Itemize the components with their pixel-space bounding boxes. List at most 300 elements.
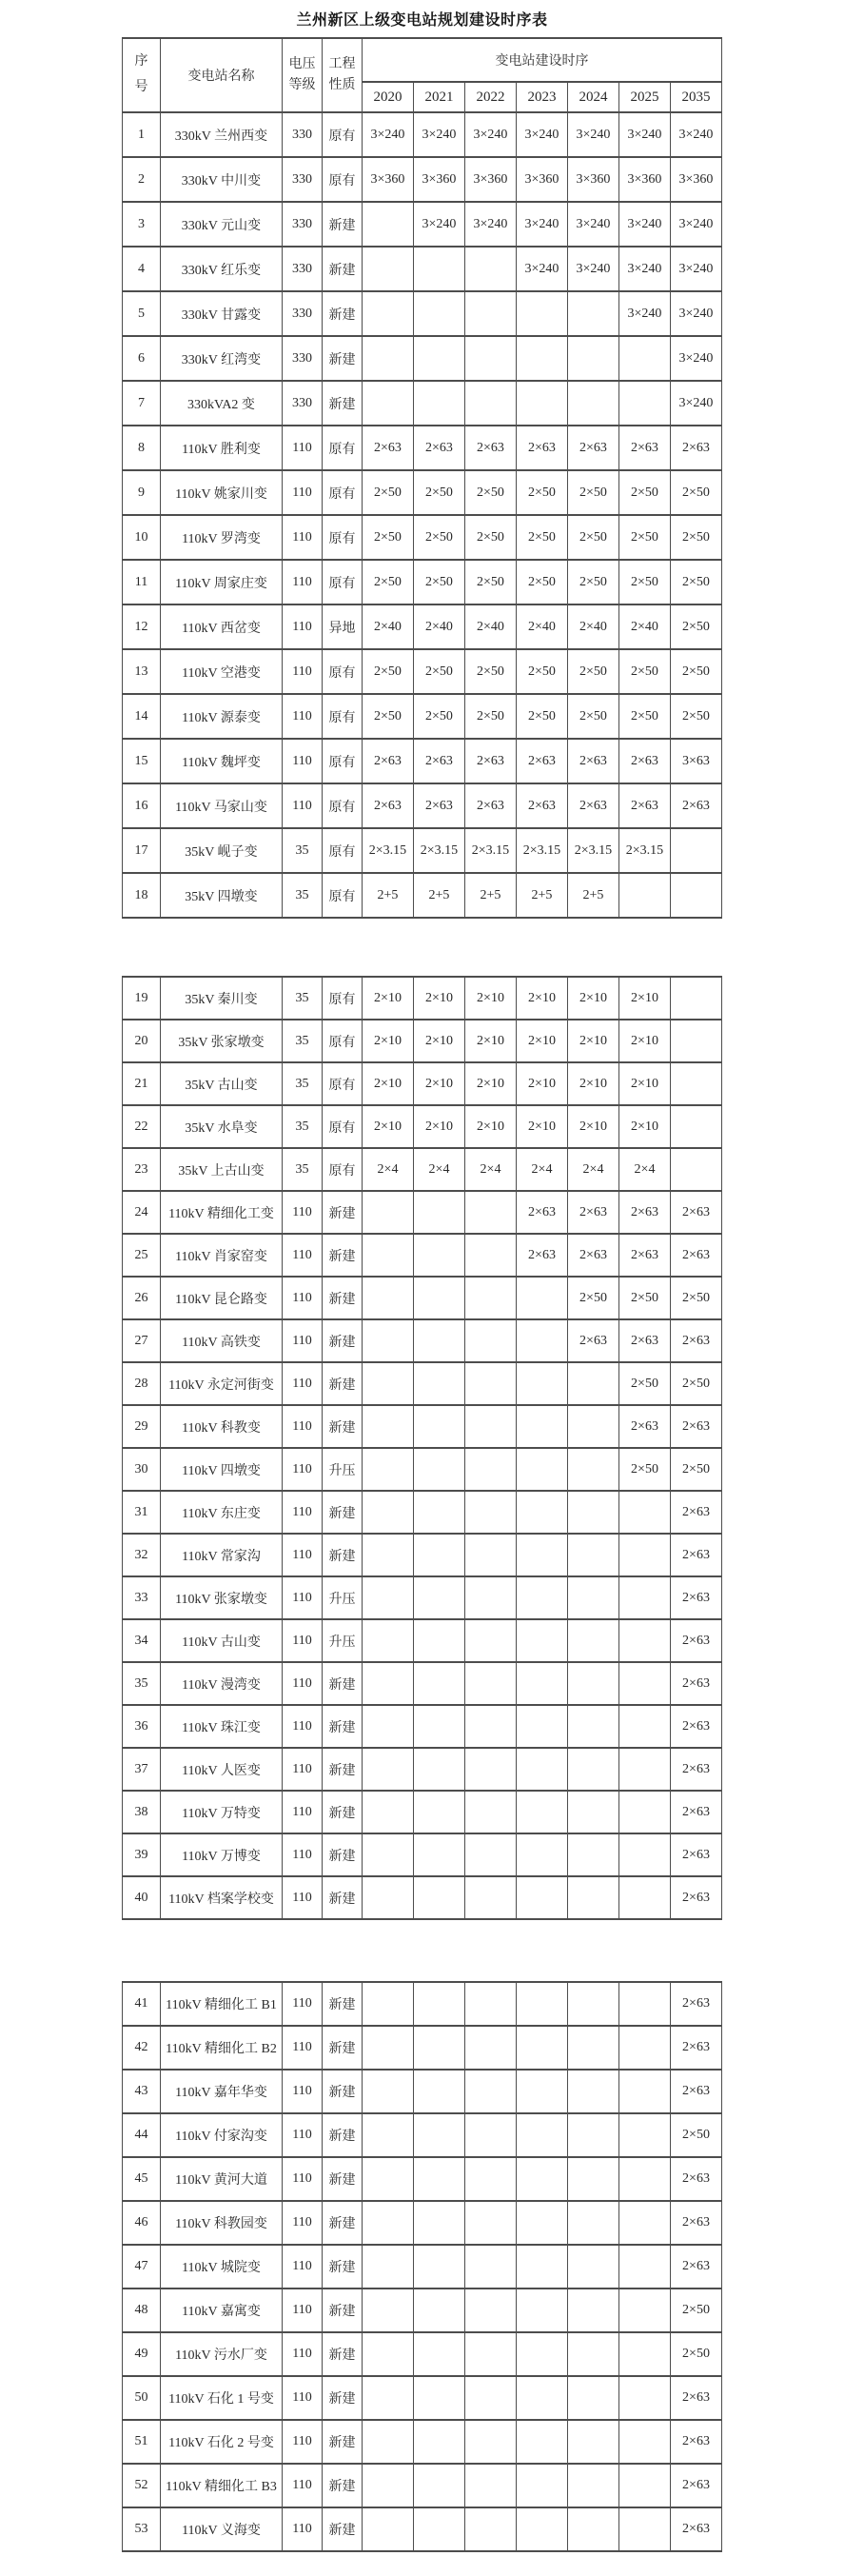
cell-seq: 1	[122, 112, 160, 157]
table-row	[123, 1319, 722, 1362]
cell-project-nature: 新建	[323, 1982, 363, 2026]
cell-substation-name: 110kV 人医变	[161, 1748, 283, 1791]
cell-voltage-level: 330	[282, 202, 322, 247]
cell-year-2021-value	[414, 2332, 465, 2376]
cell-year-2021-value	[414, 2464, 465, 2507]
cell-year-2035-value	[671, 1148, 722, 1191]
cell-year-2024-value: 2×63	[567, 426, 618, 470]
table-row	[123, 1534, 722, 1576]
cell-year-2020-value	[362, 291, 413, 336]
cell-year-2023-value	[517, 2201, 568, 2245]
cell-year-2025-value	[619, 1705, 671, 1748]
substation-timing-table-part-1	[122, 37, 722, 919]
header-row-top	[122, 38, 721, 82]
table-row	[122, 828, 721, 873]
cell-year-2025-value: 3×240	[618, 202, 670, 247]
cell-seq: 2	[122, 157, 160, 202]
cell-voltage-level: 110	[282, 560, 322, 604]
column-header-year-2023: 2023	[516, 82, 567, 112]
cell-seq: 35	[123, 1662, 161, 1705]
cell-project-nature: 原有	[323, 1062, 363, 1105]
cell-year-2020-value	[363, 1982, 414, 2026]
cell-voltage-level: 110	[283, 2464, 323, 2507]
cell-year-2035-value: 2×63	[671, 1234, 722, 1277]
table-row	[123, 1277, 722, 1319]
cell-year-2022-value	[465, 1876, 517, 1919]
cell-seq: 33	[123, 1576, 161, 1619]
cell-seq: 9	[122, 470, 160, 515]
cell-year-2024-value: 3×240	[567, 247, 618, 291]
cell-seq: 45	[123, 2157, 161, 2201]
cell-year-2035-value: 2×63	[671, 1576, 722, 1619]
cell-year-2024-value: 2×50	[567, 694, 618, 739]
table-row	[123, 2464, 722, 2507]
cell-year-2021-value: 2×63	[413, 783, 464, 828]
cell-year-2035-value: 2×50	[670, 649, 721, 694]
cell-voltage-level: 110	[282, 470, 322, 515]
cell-year-2025-value	[618, 336, 670, 381]
cell-year-2023-value	[517, 1448, 568, 1491]
cell-year-2035-value: 2×63	[671, 2026, 722, 2070]
table-row	[123, 1191, 722, 1234]
cell-year-2022-value	[465, 1534, 517, 1576]
cell-substation-name: 110kV 嘉年华变	[161, 2070, 283, 2113]
cell-voltage-level: 110	[283, 2157, 323, 2201]
table-row	[123, 1491, 722, 1534]
column-header-substation-name: 变电站名称	[160, 38, 282, 112]
cell-substation-name: 110kV 东庄变	[161, 1491, 283, 1534]
cell-year-2021-value: 2×50	[413, 515, 464, 560]
cell-year-2021-value	[413, 381, 464, 426]
cell-year-2035-value: 2×63	[670, 426, 721, 470]
cell-substation-name: 110kV 高铁变	[161, 1319, 283, 1362]
cell-year-2025-value: 2×63	[619, 1234, 671, 1277]
cell-project-nature: 新建	[322, 202, 362, 247]
cell-year-2025-value	[619, 2070, 671, 2113]
cell-substation-name: 110kV 空港变	[160, 649, 282, 694]
cell-year-2022-value	[465, 1362, 517, 1405]
cell-substation-name: 110kV 义海变	[161, 2507, 283, 2551]
cell-year-2024-value: 2×50	[568, 1277, 619, 1319]
table-row	[123, 2026, 722, 2070]
cell-year-2020-value	[363, 2157, 414, 2201]
cell-year-2022-value: 3×240	[464, 202, 516, 247]
cell-year-2023-value: 2×50	[516, 560, 567, 604]
page-title: 兰州新区上级变电站规划建设时序表	[296, 12, 548, 29]
cell-seq: 47	[123, 2245, 161, 2289]
cell-year-2024-value: 3×240	[567, 112, 618, 157]
cell-substation-name: 330kV 兰州西变	[160, 112, 282, 157]
cell-year-2021-value	[414, 2420, 465, 2464]
table-row	[122, 426, 721, 470]
cell-year-2025-value: 2×63	[618, 783, 670, 828]
cell-year-2025-value: 2×50	[618, 649, 670, 694]
cell-year-2020-value	[363, 1619, 414, 1662]
cell-year-2024-value	[568, 1791, 619, 1833]
cell-year-2023-value	[516, 291, 567, 336]
cell-year-2035-value: 2×63	[671, 1982, 722, 2026]
cell-year-2020-value: 2×50	[362, 515, 413, 560]
cell-year-2035-value	[670, 828, 721, 873]
cell-project-nature: 新建	[322, 291, 362, 336]
cell-year-2020-value	[363, 2332, 414, 2376]
cell-year-2035-value: 3×360	[670, 157, 721, 202]
cell-year-2023-value: 2×10	[517, 977, 568, 1020]
cell-year-2025-value: 2×10	[619, 1062, 671, 1105]
cell-year-2021-value	[414, 1791, 465, 1833]
cell-year-2022-value: 2×50	[464, 694, 516, 739]
cell-substation-name: 35kV 张家墩变	[161, 1020, 283, 1062]
cell-year-2024-value	[568, 2507, 619, 2551]
cell-year-2025-value	[619, 2332, 671, 2376]
table-row	[123, 2113, 722, 2157]
cell-year-2022-value	[464, 381, 516, 426]
cell-seq: 4	[122, 247, 160, 291]
cell-year-2024-value	[568, 1405, 619, 1448]
cell-substation-name: 330kV 红湾变	[160, 336, 282, 381]
cell-seq: 10	[122, 515, 160, 560]
cell-project-nature: 新建	[323, 1491, 363, 1534]
cell-voltage-level: 110	[282, 739, 322, 783]
cell-year-2025-value: 2×63	[618, 739, 670, 783]
cell-substation-name: 110kV 昆仑路变	[161, 1277, 283, 1319]
cell-year-2025-value	[619, 1833, 671, 1876]
cell-year-2021-value	[414, 2157, 465, 2201]
cell-year-2024-value	[568, 1705, 619, 1748]
cell-project-nature: 原有	[323, 1148, 363, 1191]
cell-year-2020-value	[363, 1191, 414, 1234]
cell-year-2023-value	[517, 1277, 568, 1319]
cell-voltage-level: 110	[283, 2113, 323, 2157]
cell-voltage-level: 110	[283, 1705, 323, 1748]
cell-year-2022-value	[465, 1662, 517, 1705]
cell-seq: 52	[123, 2464, 161, 2507]
cell-year-2022-value: 2×4	[465, 1148, 517, 1191]
column-header-project-nature: 工程性质	[322, 38, 362, 112]
cell-seq: 50	[123, 2376, 161, 2420]
cell-substation-name: 35kV 古山变	[161, 1062, 283, 1105]
cell-year-2020-value: 2×63	[362, 783, 413, 828]
table-row	[123, 1833, 722, 1876]
cell-project-nature: 新建	[323, 2420, 363, 2464]
cell-year-2020-value	[363, 2245, 414, 2289]
cell-year-2024-value	[568, 1876, 619, 1919]
cell-year-2025-value: 2×50	[618, 694, 670, 739]
cell-year-2024-value: 2×10	[568, 1105, 619, 1148]
cell-seq: 38	[123, 1791, 161, 1833]
cell-voltage-level: 110	[283, 2070, 323, 2113]
cell-year-2021-value	[414, 1662, 465, 1705]
cell-seq: 32	[123, 1534, 161, 1576]
cell-seq: 23	[123, 1148, 161, 1191]
cell-year-2020-value	[363, 1833, 414, 1876]
cell-project-nature: 原有	[322, 560, 362, 604]
cell-year-2023-value	[517, 2026, 568, 2070]
cell-year-2024-value: 2×50	[567, 649, 618, 694]
cell-project-nature: 新建	[323, 1191, 363, 1234]
table-row	[123, 1020, 722, 1062]
table-row	[123, 1705, 722, 1748]
cell-year-2021-value	[414, 1619, 465, 1662]
cell-project-nature: 新建	[323, 2026, 363, 2070]
cell-voltage-level: 110	[283, 1234, 323, 1277]
cell-year-2035-value: 2×63	[671, 1876, 722, 1919]
cell-year-2023-value	[517, 1362, 568, 1405]
cell-voltage-level: 110	[283, 1448, 323, 1491]
cell-year-2022-value: 2×50	[464, 470, 516, 515]
cell-year-2021-value	[414, 1319, 465, 1362]
cell-year-2023-value: 3×240	[516, 112, 567, 157]
cell-year-2020-value: 2×4	[363, 1148, 414, 1191]
cell-seq: 41	[123, 1982, 161, 2026]
cell-year-2022-value	[465, 1319, 517, 1362]
cell-year-2025-value: 2×50	[619, 1448, 671, 1491]
cell-year-2024-value: 3×240	[567, 202, 618, 247]
cell-year-2025-value: 2×63	[619, 1191, 671, 1234]
cell-seq: 22	[123, 1105, 161, 1148]
cell-year-2023-value: 2×40	[516, 604, 567, 649]
cell-project-nature: 新建	[323, 2157, 363, 2201]
cell-substation-name: 110kV 科教园变	[161, 2201, 283, 2245]
table-row	[123, 1619, 722, 1662]
cell-year-2035-value: 3×240	[670, 112, 721, 157]
cell-year-2023-value	[517, 1405, 568, 1448]
cell-voltage-level: 110	[283, 1491, 323, 1534]
cell-year-2024-value	[568, 2289, 619, 2332]
cell-year-2020-value: 2×40	[362, 604, 413, 649]
cell-year-2020-value	[362, 247, 413, 291]
cell-project-nature: 原有	[323, 977, 363, 1020]
cell-year-2024-value	[568, 1448, 619, 1491]
cell-seq: 16	[122, 783, 160, 828]
cell-year-2022-value	[465, 1491, 517, 1534]
table-row	[122, 649, 721, 694]
cell-year-2025-value: 2×63	[619, 1405, 671, 1448]
cell-year-2021-value: 2×3.15	[413, 828, 464, 873]
cell-voltage-level: 110	[283, 2026, 323, 2070]
cell-year-2035-value: 2×63	[671, 1405, 722, 1448]
cell-year-2022-value	[464, 247, 516, 291]
cell-voltage-level: 110	[283, 1619, 323, 1662]
cell-year-2025-value: 2×3.15	[618, 828, 670, 873]
table-row	[123, 2201, 722, 2245]
cell-year-2035-value: 2×63	[670, 783, 721, 828]
cell-year-2024-value: 2×63	[568, 1234, 619, 1277]
cell-year-2021-value: 2+5	[413, 873, 464, 918]
cell-year-2022-value: 2×10	[465, 1062, 517, 1105]
cell-project-nature: 原有	[322, 739, 362, 783]
cell-year-2035-value: 2×63	[671, 1491, 722, 1534]
cell-year-2022-value: 2×50	[464, 649, 516, 694]
cell-year-2035-value	[671, 1062, 722, 1105]
cell-year-2023-value	[517, 1319, 568, 1362]
cell-seq: 25	[123, 1234, 161, 1277]
cell-year-2021-value: 3×360	[413, 157, 464, 202]
column-header-year-2035: 2035	[670, 82, 721, 112]
cell-year-2020-value: 2×50	[362, 560, 413, 604]
cell-year-2024-value	[568, 2245, 619, 2289]
cell-seq: 27	[123, 1319, 161, 1362]
cell-substation-name: 330kV 红乐变	[160, 247, 282, 291]
cell-year-2035-value: 2×63	[671, 1662, 722, 1705]
cell-substation-name: 110kV 城院变	[161, 2245, 283, 2289]
cell-year-2025-value: 3×360	[618, 157, 670, 202]
cell-year-2035-value: 2×63	[671, 1619, 722, 1662]
cell-year-2021-value: 2×10	[414, 1062, 465, 1105]
cell-year-2023-value: 2×4	[517, 1148, 568, 1191]
cell-year-2020-value: 2×50	[362, 470, 413, 515]
cell-seq: 37	[123, 1748, 161, 1791]
cell-year-2022-value	[465, 1405, 517, 1448]
cell-year-2020-value	[363, 1662, 414, 1705]
cell-year-2021-value: 2×63	[413, 426, 464, 470]
cell-voltage-level: 110	[283, 2332, 323, 2376]
cell-year-2024-value	[568, 2070, 619, 2113]
table-row	[123, 1448, 722, 1491]
cell-year-2025-value	[619, 2464, 671, 2507]
cell-year-2035-value: 2×63	[671, 1833, 722, 1876]
cell-year-2023-value: 2×50	[516, 470, 567, 515]
cell-substation-name: 330kV 甘露变	[160, 291, 282, 336]
cell-year-2024-value: 2×4	[568, 1148, 619, 1191]
table-row	[123, 977, 722, 1020]
cell-year-2020-value	[363, 2070, 414, 2113]
cell-project-nature: 原有	[322, 470, 362, 515]
table-row	[122, 694, 721, 739]
cell-substation-name: 330kV 中川变	[160, 157, 282, 202]
cell-project-nature: 原有	[322, 649, 362, 694]
table-row	[123, 1362, 722, 1405]
cell-voltage-level: 330	[282, 157, 322, 202]
cell-substation-name: 110kV 姚家川变	[160, 470, 282, 515]
cell-year-2023-value	[517, 1534, 568, 1576]
cell-year-2035-value: 3×63	[670, 739, 721, 783]
cell-project-nature: 新建	[323, 1534, 363, 1576]
cell-seq: 12	[122, 604, 160, 649]
cell-year-2021-value	[414, 1362, 465, 1405]
cell-seq: 26	[123, 1277, 161, 1319]
cell-year-2025-value	[619, 1876, 671, 1919]
cell-voltage-level: 110	[283, 1191, 323, 1234]
cell-year-2022-value	[465, 2507, 517, 2551]
cell-year-2035-value	[671, 1020, 722, 1062]
cell-seq: 29	[123, 1405, 161, 1448]
cell-voltage-level: 35	[283, 1148, 323, 1191]
cell-year-2024-value: 2+5	[567, 873, 618, 918]
cell-year-2024-value	[568, 1619, 619, 1662]
cell-year-2025-value	[619, 1791, 671, 1833]
cell-year-2025-value: 2×50	[619, 1362, 671, 1405]
cell-project-nature: 新建	[323, 1833, 363, 1876]
cell-voltage-level: 110	[283, 1405, 323, 1448]
cell-year-2024-value	[568, 1491, 619, 1534]
cell-year-2020-value	[363, 2026, 414, 2070]
cell-year-2022-value: 3×240	[464, 112, 516, 157]
cell-year-2020-value: 2×50	[362, 649, 413, 694]
cell-substation-name: 110kV 精细化工变	[161, 1191, 283, 1234]
cell-year-2023-value	[517, 1662, 568, 1705]
cell-year-2025-value	[619, 1491, 671, 1534]
cell-year-2024-value	[568, 2201, 619, 2245]
cell-year-2020-value	[363, 1534, 414, 1576]
cell-year-2023-value: 2×50	[516, 515, 567, 560]
cell-project-nature: 原有	[322, 157, 362, 202]
cell-seq: 30	[123, 1448, 161, 1491]
cell-year-2023-value	[517, 1791, 568, 1833]
cell-seq: 8	[122, 426, 160, 470]
cell-year-2021-value	[413, 336, 464, 381]
page-break-gap	[0, 919, 844, 976]
cell-year-2021-value	[414, 1705, 465, 1748]
cell-year-2022-value	[465, 2070, 517, 2113]
cell-voltage-level: 110	[283, 2201, 323, 2245]
cell-year-2022-value	[465, 2245, 517, 2289]
cell-year-2022-value	[464, 336, 516, 381]
cell-substation-name: 35kV 四墩变	[160, 873, 282, 918]
cell-year-2021-value: 2×10	[414, 977, 465, 1020]
cell-year-2035-value: 2×63	[671, 2420, 722, 2464]
cell-year-2022-value	[465, 2332, 517, 2376]
cell-year-2025-value	[619, 2026, 671, 2070]
cell-year-2023-value	[517, 1982, 568, 2026]
cell-voltage-level: 110	[282, 649, 322, 694]
cell-year-2025-value: 2×63	[619, 1319, 671, 1362]
cell-year-2023-value: 3×240	[516, 202, 567, 247]
cell-year-2025-value	[619, 1576, 671, 1619]
cell-year-2024-value: 2×50	[567, 560, 618, 604]
cell-project-nature: 新建	[322, 247, 362, 291]
cell-year-2023-value	[517, 2245, 568, 2289]
cell-substation-name: 110kV 万博变	[161, 1833, 283, 1876]
cell-year-2035-value: 2×50	[671, 1277, 722, 1319]
cell-year-2022-value: 2+5	[464, 873, 516, 918]
table-row	[122, 604, 721, 649]
cell-voltage-level: 110	[283, 1876, 323, 1919]
cell-year-2025-value: 2×10	[619, 1020, 671, 1062]
cell-project-nature: 新建	[323, 2289, 363, 2332]
cell-year-2020-value	[363, 1705, 414, 1748]
cell-year-2022-value: 2×10	[465, 1105, 517, 1148]
cell-voltage-level: 110	[283, 2420, 323, 2464]
cell-seq: 24	[123, 1191, 161, 1234]
cell-voltage-level: 110	[283, 1534, 323, 1576]
cell-year-2022-value: 2×63	[464, 783, 516, 828]
cell-project-nature: 新建	[323, 1705, 363, 1748]
cell-year-2023-value: 2×63	[516, 783, 567, 828]
cell-year-2024-value	[568, 1534, 619, 1576]
cell-project-nature: 新建	[323, 2376, 363, 2420]
cell-year-2024-value	[568, 1662, 619, 1705]
substation-timing-table-part-3	[122, 1981, 722, 2552]
cell-year-2035-value	[671, 977, 722, 1020]
table-row	[123, 2420, 722, 2464]
cell-year-2020-value	[363, 1491, 414, 1534]
cell-year-2023-value: 2×10	[517, 1062, 568, 1105]
cell-voltage-level: 110	[283, 2289, 323, 2332]
cell-year-2022-value: 2×63	[464, 739, 516, 783]
table-row	[122, 247, 721, 291]
cell-year-2025-value	[619, 1982, 671, 2026]
table-row	[123, 2507, 722, 2551]
cell-year-2024-value	[568, 2464, 619, 2507]
cell-year-2020-value	[363, 2507, 414, 2551]
table-row	[122, 336, 721, 381]
cell-year-2021-value: 2×63	[413, 739, 464, 783]
table-row	[122, 739, 721, 783]
cell-substation-name: 110kV 西岔变	[160, 604, 282, 649]
cell-substation-name: 110kV 黄河大道	[161, 2157, 283, 2201]
cell-year-2024-value	[568, 1833, 619, 1876]
